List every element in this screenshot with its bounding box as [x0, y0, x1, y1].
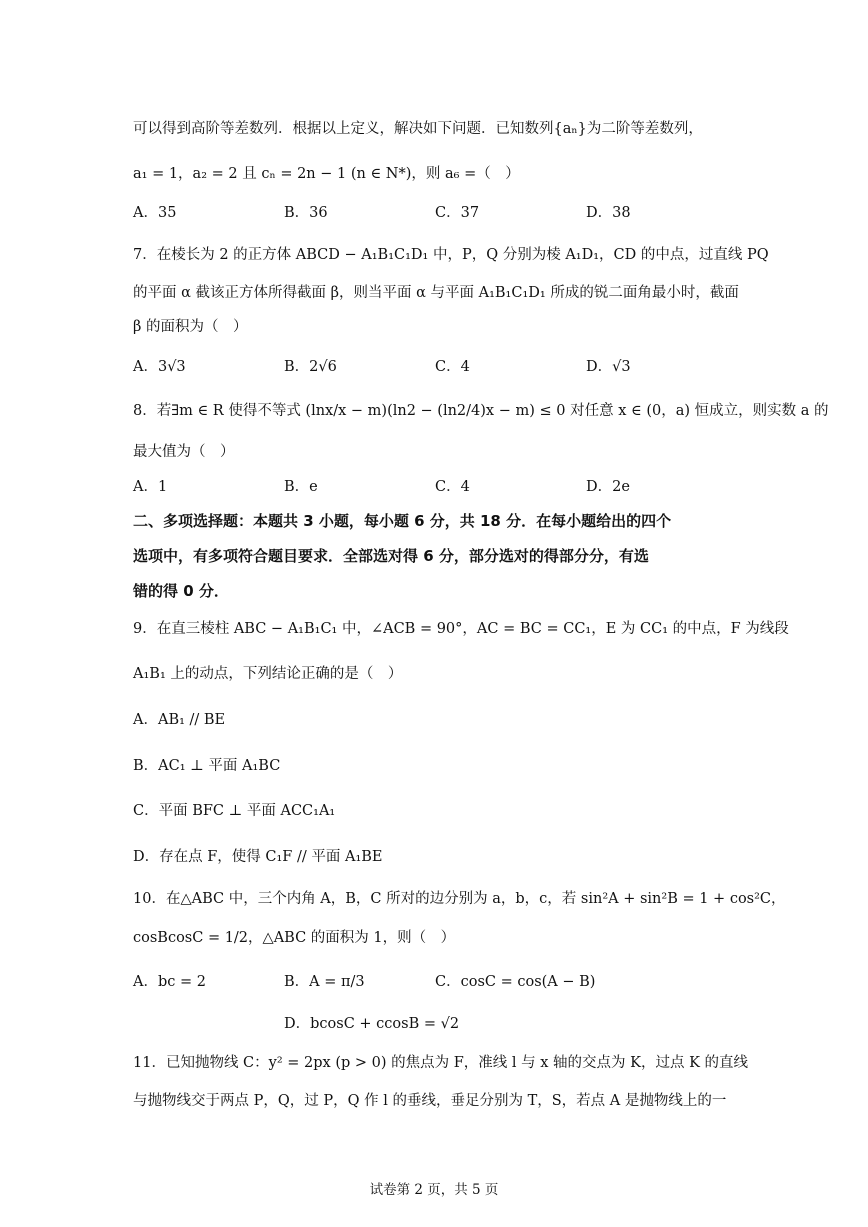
- q7-option-d: D．√3: [586, 359, 631, 375]
- q8-line-1: 8．若∃m ∈ R 使得不等式 (lnx/x − m)(ln2 − (ln2/4)x − m) ≤ 0 对任意 x ∈ (0，a) 恒成立，则实数 a 的: [133, 403, 829, 419]
- q11-line-2: 与抛物线交于两点 P，Q，过 P，Q 作 l 的垂线，垂足分别为 T，S，若点 A 是抛物线上的一: [133, 1093, 727, 1109]
- q9-option-d: D．存在点 F，使得 C₁F // 平面 A₁BE: [133, 849, 383, 865]
- section-2-heading-line-2: 选项中，有多项符合题目要求．全部选对得 6 分，部分选对的得部分分，有选: [133, 547, 649, 565]
- q9-line-2: A₁B₁ 上的动点，下列结论正确的是（ ）: [133, 666, 403, 682]
- q10-line-2: cosBcosC = 1/2，△ABC 的面积为 1，则（ ）: [133, 930, 456, 946]
- q9-option-a: A．AB₁ // BE: [133, 712, 226, 728]
- q7-line-1: 7．在棱长为 2 的正方体 ABCD − A₁B₁C₁D₁ 中，P，Q 分别为棱 A₁D₁，CD 的中点，过直线 PQ: [133, 247, 769, 263]
- q8-line-2: 最大值为（ ）: [133, 444, 235, 460]
- q7-option-b: B．2√6: [284, 359, 337, 375]
- q11-line-1: 11．已知抛物线 C：y² = 2px (p > 0) 的焦点为 F，准线 l 与 x 轴的交点为 K，过点 K 的直线: [133, 1055, 749, 1071]
- q6-line-2: a₁ = 1，a₂ = 2 且 cₙ = 2n − 1 (n ∈ N*)，则 a₆ =（ ）: [133, 166, 520, 182]
- q8-option-c: C．4: [435, 479, 470, 495]
- q7-line-3: β 的面积为（ ）: [133, 319, 248, 335]
- q10-option-b: B．A = π/3: [284, 974, 365, 990]
- q8-option-a: A．1: [133, 479, 168, 495]
- q6-option-a: A．35: [133, 205, 177, 221]
- q6-line-1: 可以得到高阶等差数列．根据以上定义，解决如下问题．已知数列{aₙ}为二阶等差数列，: [133, 121, 703, 137]
- q10-option-c: C．cosC = cos(A − B): [435, 974, 596, 990]
- q8-option-b: B．e: [284, 479, 318, 495]
- section-2-heading-line-1: 二、多项选择题：本题共 3 小题，每小题 6 分，共 18 分．在每小题给出的四个: [133, 512, 672, 530]
- q6-option-c: C．37: [435, 205, 480, 221]
- q10-option-a: A．bc = 2: [133, 974, 206, 990]
- q10-option-d: D．bcosC + ccosB = √2: [284, 1016, 460, 1032]
- q6-option-b: B．36: [284, 205, 328, 221]
- section-2-heading-line-3: 错的得 0 分．: [133, 582, 229, 600]
- q8-option-d: D．2e: [586, 479, 630, 495]
- q9-option-c: C．平面 BFC ⊥ 平面 ACC₁A₁: [133, 803, 336, 819]
- q6-option-d: D．38: [586, 205, 631, 221]
- q7-option-a: A．3√3: [133, 359, 186, 375]
- page-footer: 试卷第 2 页，共 5 页: [369, 1182, 499, 1198]
- q7-line-2: 的平面 α 截该正方体所得截面 β，则当平面 α 与平面 A₁B₁C₁D₁ 所成的锐二面角最小时，截面: [133, 285, 739, 301]
- q9-option-b: B．AC₁ ⊥ 平面 A₁BC: [133, 758, 281, 774]
- q10-line-1: 10．在△ABC 中，三个内角 A，B，C 所对的边分别为 a，b，c，若 sin²A + sin²B = 1 + cos²C，: [133, 891, 786, 907]
- q9-line-1: 9．在直三棱柱 ABC − A₁B₁C₁ 中，∠ACB = 90°，AC = BC = CC₁，E 为 CC₁ 的中点，F 为线段: [133, 621, 789, 637]
- q7-option-c: C．4: [435, 359, 470, 375]
